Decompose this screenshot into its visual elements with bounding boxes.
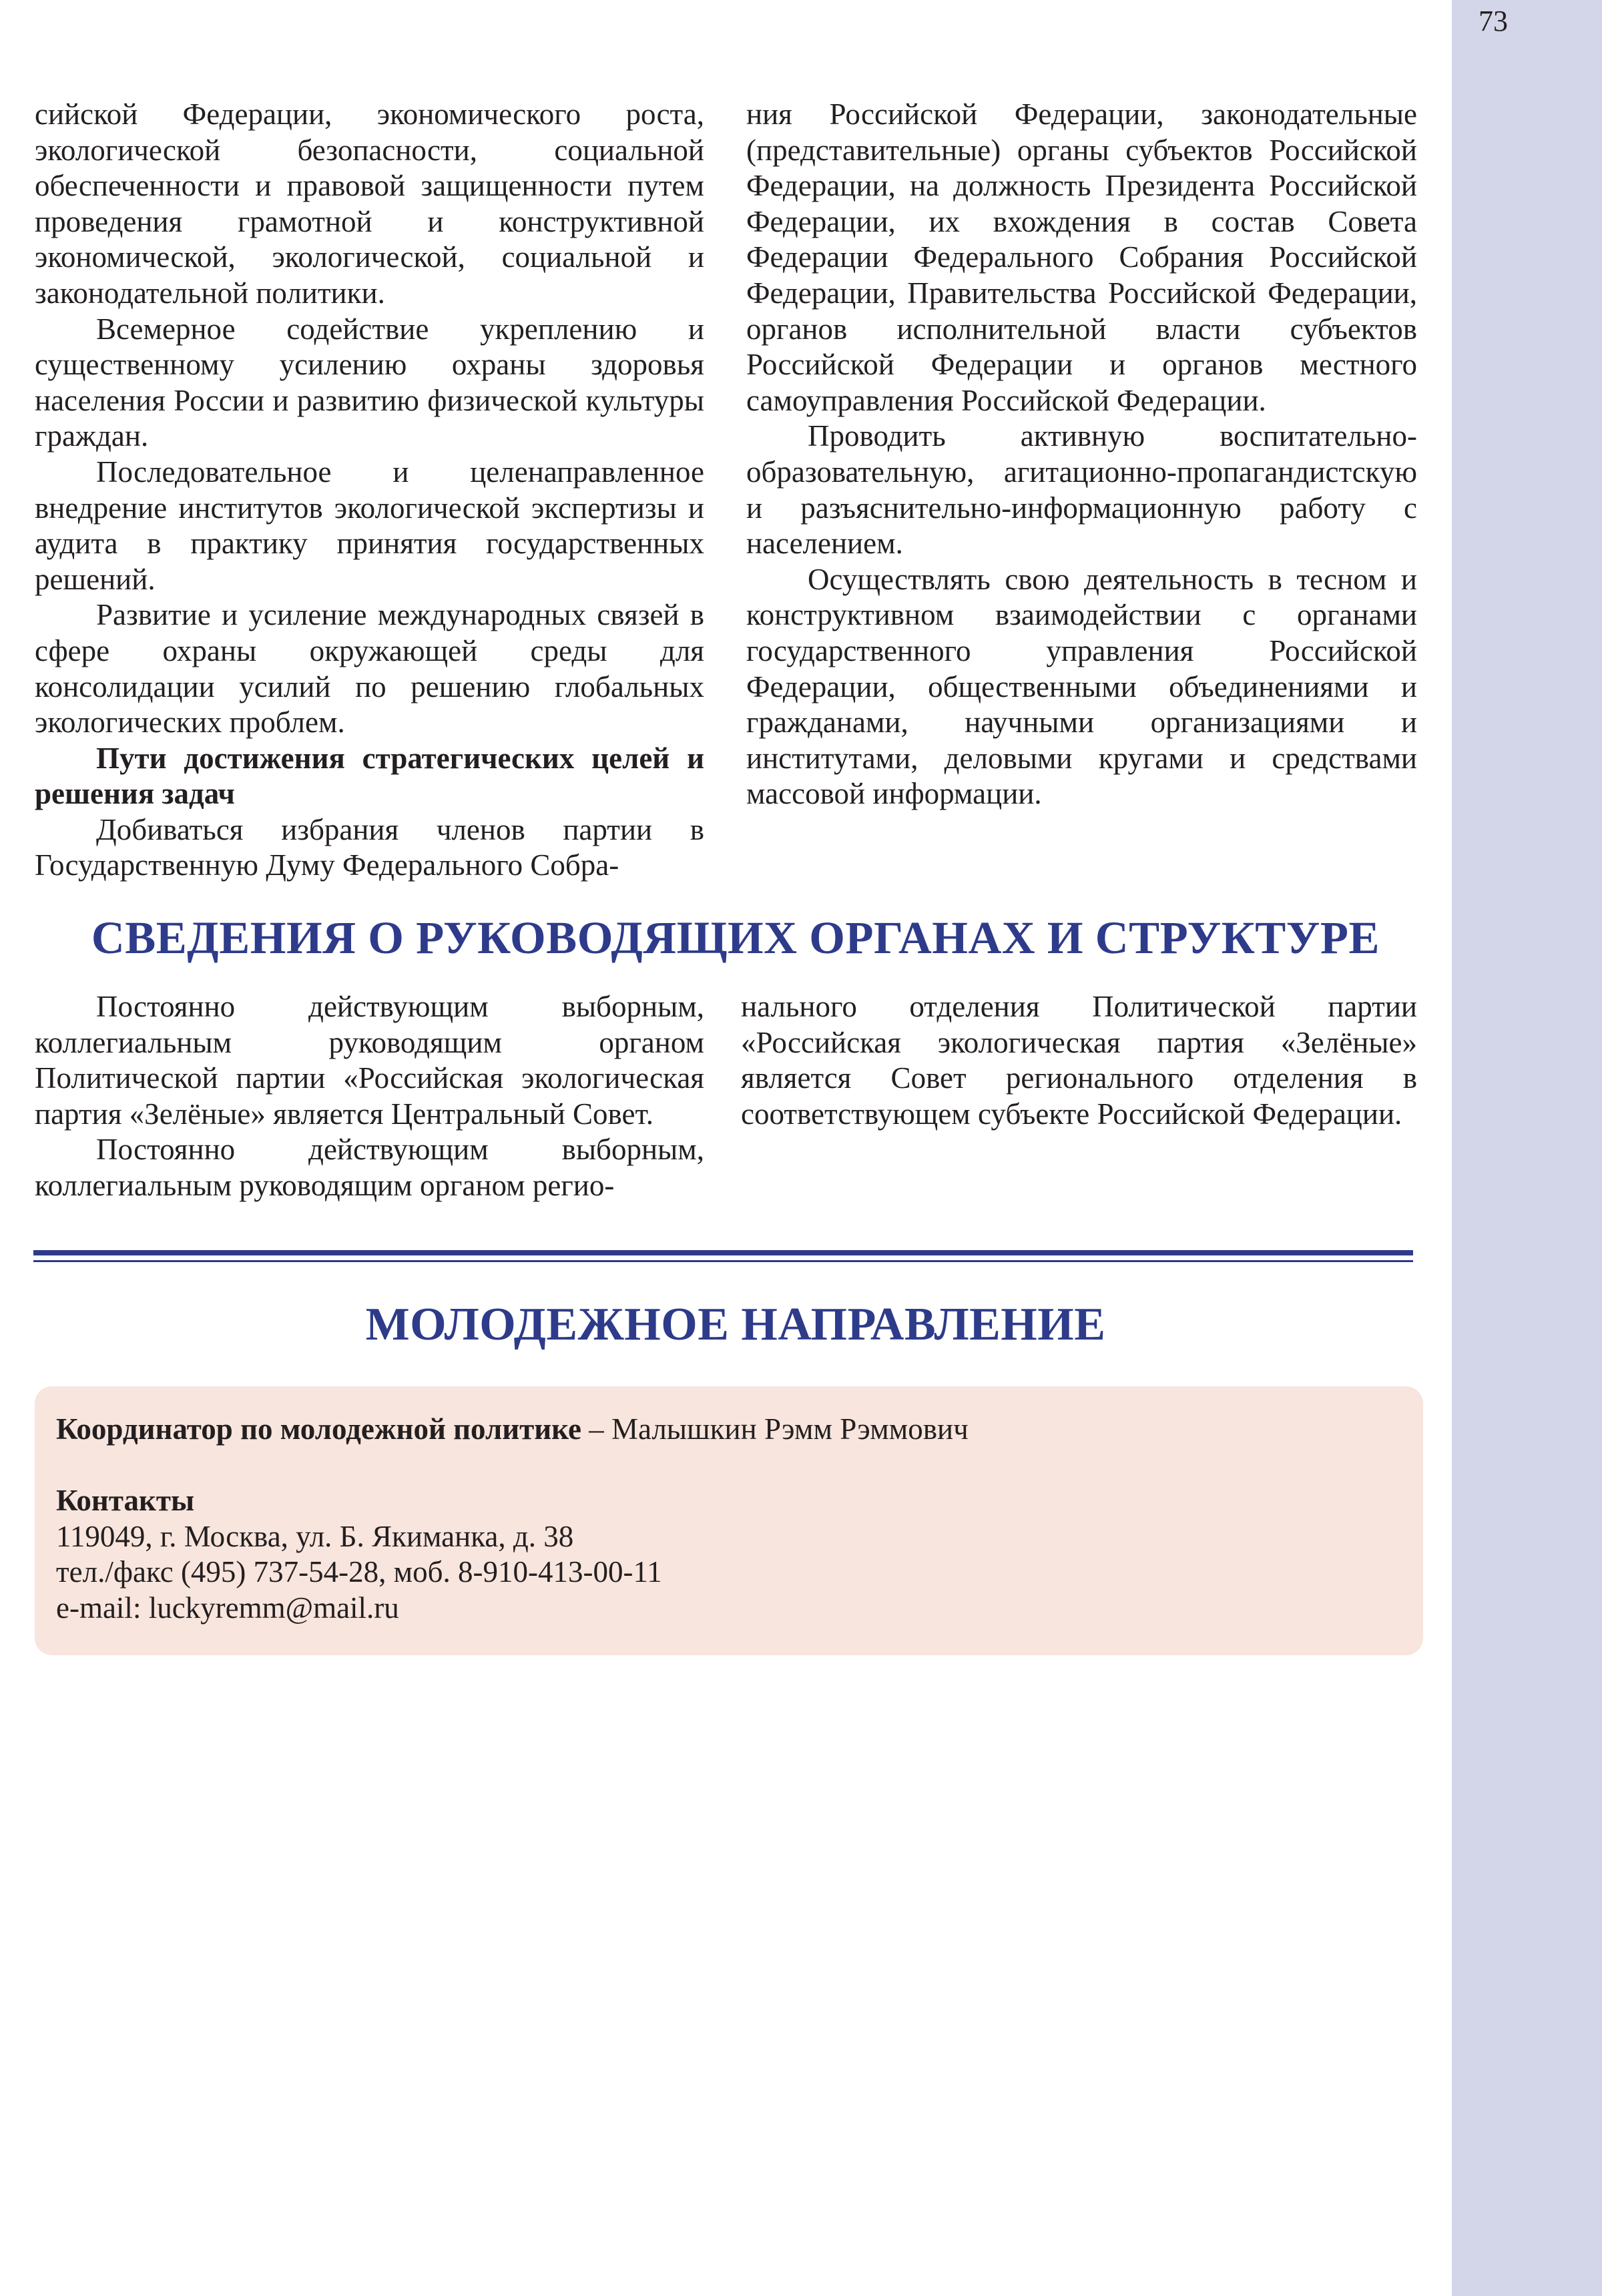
youth-section-heading: МОЛОДЕЖНОЕ НАПРАВЛЕНИЕ — [365, 1299, 1106, 1350]
section-divider-thin — [33, 1260, 1413, 1262]
structure-column-right — [741, 989, 1417, 1132]
paragraph: Постоянно действующим выборным, коллегиальным руководящим органом регио- — [35, 1133, 704, 1202]
paragraph: Проводить активную воспитательно-образовательную, агитационно-пропагандистскую и разъяснительно-информационную работу с населением. — [746, 419, 1417, 561]
text-column-right — [746, 97, 1417, 812]
contact-phone: тел./факс (495) 737-54-28, моб. 8-910-413-00-11 — [56, 1555, 662, 1589]
paragraph: Осуществлять свою деятельность в тесном и конструктивном взаимодействии с органами государственного управления Российской Федерации, общественными объединениями и гражданами, научными организациями и институтами, деловыми кругами и средствами массовой информации. — [746, 562, 1417, 811]
coordinator-label: Координатор по молодежной политике — [56, 1412, 581, 1446]
contact-email[interactable]: e-mail: luckyremm@mail.ru — [56, 1591, 399, 1625]
structure-section-heading: СВЕДЕНИЯ О РУКОВОДЯЩИХ ОРГАНАХ И СТРУКТУРЕ — [91, 912, 1380, 963]
coordinator-line — [56, 1412, 1399, 1448]
paragraph: Последовательное и целенаправленное внедрение институтов экологической экспертизы и аудита в практику принятия государственных решений. — [35, 455, 704, 596]
contacts-label: Контакты — [56, 1484, 195, 1517]
paragraph: Всемерное содействие укреплению и существенному усилению охраны здоровья населения России и развитию физической культуры граждан. — [35, 312, 704, 453]
paragraph: сийской Федерации, экономического роста, экологической безопасности, социальной обеспеченности и правовой защищенности путем проведения грамотной и конструктивной экономической, экологической, социальной и законодательной политики. — [35, 97, 704, 310]
paragraph: ния Российской Федерации, законодательные (представительные) органы субъектов Российской Федерации, на должность Президента Российской Федерации, их вхождения в состав Совета Федерации Федерального Собрания Российской Федерации, Правительства Российской Федерации, органов исполнительной власти субъектов Российской Федерации и органов местного самоуправления Российской Федерации. — [746, 97, 1417, 417]
paragraph: Добиваться избрания членов партии в Государственную Думу Федерального Собра- — [35, 812, 704, 882]
contact-address: 119049, г. Москва, ул. Б. Якиманка, д. 38 — [56, 1519, 574, 1553]
text-column-left — [35, 97, 704, 884]
paragraph: Постоянно действующим выборным, коллегиальным руководящим органом Политической партии «Российская экологическая партия «Зелёные» является Центральный Совет. — [35, 990, 704, 1131]
coordinator-name: – Малышкин Рэмм Рэммович — [581, 1412, 969, 1446]
page-margin-band — [1452, 0, 1602, 2296]
paragraph: Развитие и усиление международных связей в сфере охраны окружающей среды для консолидации усилий по решению глобальных экологических проблем. — [35, 598, 704, 740]
structure-column-left — [35, 989, 704, 1204]
paragraph: нального отделения Политической партии «Российская экологическая партия «Зелёные» является Совет регионального отделения в соответствующем субъекте Российской Федерации. — [741, 990, 1417, 1131]
youth-contact-box — [35, 1386, 1423, 1655]
section-divider-thick — [33, 1250, 1413, 1255]
paragraph: Пути достижения стратегических целей и решения задач — [35, 741, 704, 811]
page-number: 73 — [1479, 5, 1508, 37]
